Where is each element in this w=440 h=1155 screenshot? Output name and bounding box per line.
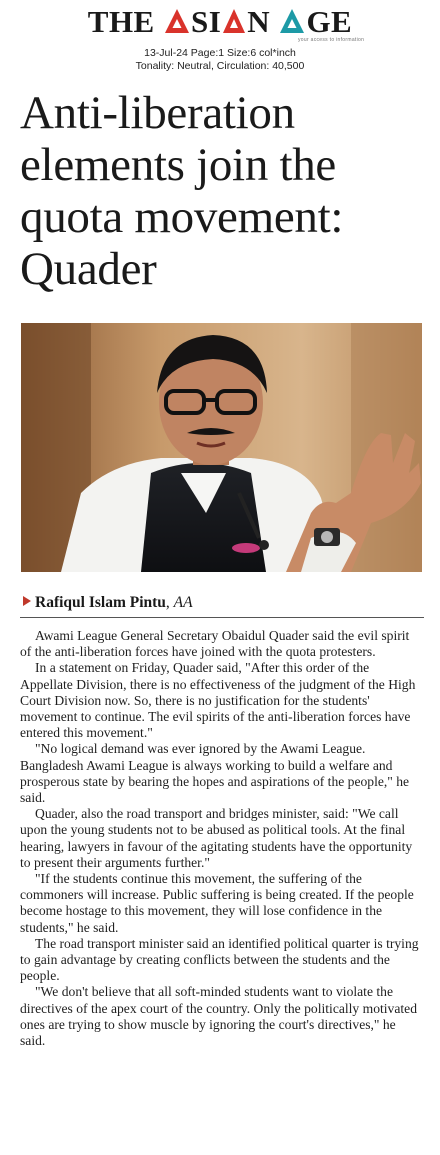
meta-date-page-size: 13-Jul-24 Page:1 Size:6 col*inch: [144, 47, 296, 59]
masthead-tagline: your access to information: [298, 37, 365, 43]
article-paragraph: "If the students continue this movement, the suffering of the commoners will increase. Public suffering is being created. If the people become hostage to this movement, they will lose confidence in the students," he said.: [20, 871, 414, 935]
masthead-red-a-logo: [164, 8, 190, 34]
byline-agency: AA: [173, 594, 193, 611]
meta-tonality-circulation: Tonality: Neutral, Circulation: 40,500: [135, 60, 305, 72]
masthead-logo: [0, 4, 440, 40]
masthead-word-part3: N: [247, 4, 271, 39]
masthead-word-the: THE: [87, 4, 155, 39]
masthead-word-part2: SI: [190, 4, 222, 39]
masthead-red-a2-logo: [222, 8, 246, 34]
article-paragraph: Quader, also the road transport and bridges minister, said: "We call upon the young students not to be abused as political tools. At the final hearing, lawyers in favour of the agitating students have the opportunity to present their arguments further.": [20, 806, 413, 870]
article-body: [20, 628, 424, 1049]
article-paragraph: "We don't believe that all soft-minded students want to violate the directives of the apex court of the country. Only the politically motivated ones are trying to show muscle by ignoring the court's directives," he said.: [20, 984, 417, 1049]
article-paragraph: "No logical demand was ever ignored by the Awami League. Bangladesh Awami League is always working to build a welfare and prosperous state by bearing the hopes and aspirations of the people," he said.: [20, 741, 410, 806]
byline-divider: [20, 617, 424, 618]
article-paragraph: Awami League General Secretary Obaidul Quader said the evil spirit of the anti-liberation forces have joined with the quota protesters.: [20, 628, 410, 660]
article-paragraph: In a statement on Friday, Quader said, "After this order of the Appellate Division, there is no effectiveness of the judgment of the High Court Division now. So, there is no justification for the students' movement to continue. The evil spirits of the anti-liberation forces have entered this movement.": [20, 660, 416, 741]
headline: [20, 87, 440, 295]
byline: Rafiqul Islam Pintu, AA: [23, 594, 193, 612]
clipping-meta: [0, 47, 440, 73]
article-paragraph: The road transport minister said an identified political quarter is trying to gain advantage by creating conflicts between the students and the people.: [20, 935, 419, 984]
masthead-word-part4: GE: [306, 4, 353, 39]
masthead-teal-a-logo: [279, 8, 305, 34]
byline-marker-icon: [23, 596, 31, 606]
article-photo: [21, 323, 422, 572]
headline-line: elements join the: [20, 139, 336, 191]
headline-line: quota movement:: [20, 191, 344, 243]
speaker-photo-illustration: [21, 323, 422, 572]
headline-line: Anti-liberation: [20, 87, 295, 139]
headline-line: Quader: [20, 243, 157, 295]
byline-author: Rafiqul Islam Pintu: [35, 594, 166, 611]
